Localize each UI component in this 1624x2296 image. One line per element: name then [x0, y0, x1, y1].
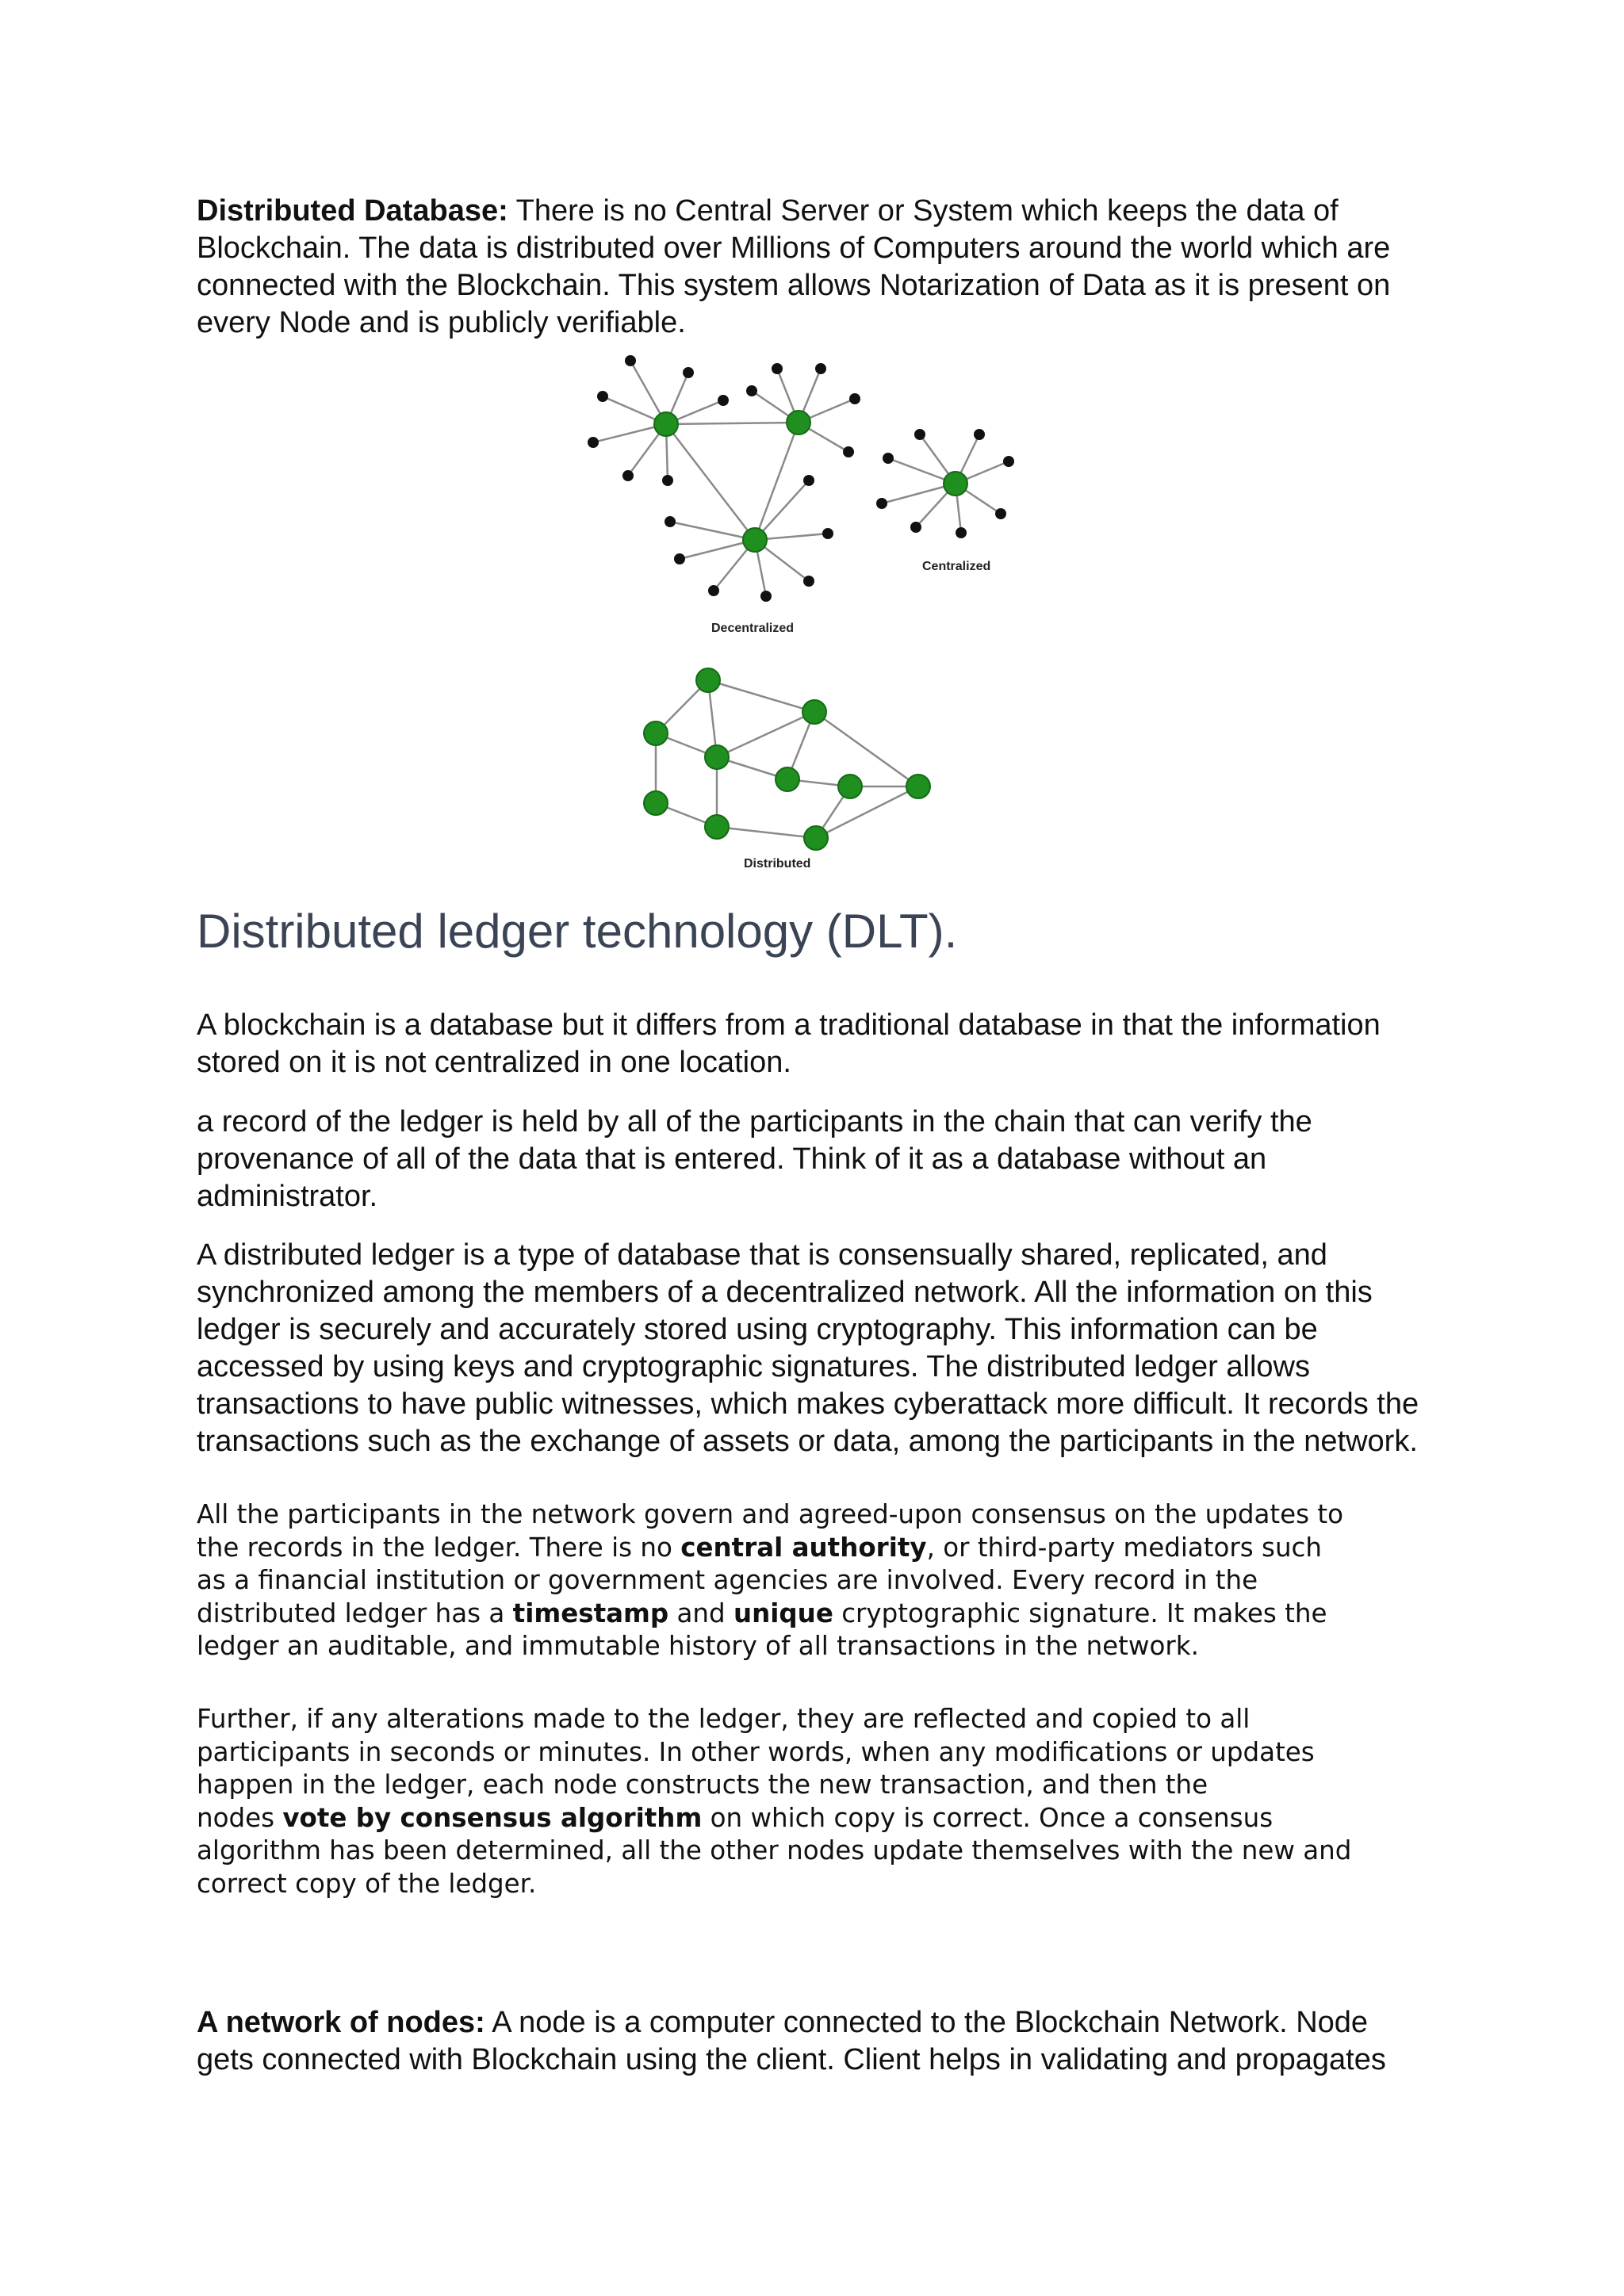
- text-line: ledger an auditable, and immutable history of all transactions in the network.: [197, 1631, 1199, 1661]
- text-line: nodes vote by consensus algorithm on which copy is correct. Once a consensus: [197, 1802, 1274, 1833]
- vote-by-consensus-emphasis: vote by consensus algorithm: [282, 1802, 703, 1833]
- ledger-record-paragraph: [197, 1104, 1434, 1215]
- dlt-heading: Distributed ledger technology (DLT).: [197, 905, 958, 958]
- participants-paragraph: [197, 1498, 1434, 1663]
- unique-emphasis: unique: [733, 1598, 833, 1628]
- distributed-label: Distributed: [744, 857, 811, 871]
- text-line: There is no Central Server or System which keeps the data of: [508, 194, 1339, 228]
- text-line: as a financial institution or government agencies are involved. Every record in the: [197, 1565, 1258, 1595]
- text-line: the records in the ledger. There is no central authority, or third-party mediators such: [197, 1532, 1323, 1563]
- text-line: connected with the Blockchain. This system allows Notarization of Data as it is present on: [197, 269, 1391, 302]
- text-line: gets connected with Blockchain using the client. Client helps in validating and propagates: [197, 2043, 1386, 2076]
- timestamp-emphasis: timestamp: [512, 1598, 669, 1628]
- centralized-label: Centralized: [922, 560, 991, 573]
- text-line: algorithm has been determined, all the other nodes update themselves with the new and: [197, 1835, 1352, 1866]
- text-line: every Node and is publicly verifiable.: [197, 306, 686, 339]
- text-line: a record of the ledger is held by all of the participants in the chain that can verify the: [197, 1105, 1312, 1138]
- alterations-paragraph: [197, 1703, 1434, 1900]
- decentralized-label: Decentralized: [711, 622, 795, 635]
- text-line: A distributed ledger is a type of database that is consensually shared, replicated, and: [197, 1238, 1327, 1272]
- text-line: A blockchain is a database but it differs from a traditional database in that the information: [197, 1008, 1381, 1042]
- text-line: A network of nodes: A node is a computer connected to the Blockchain Network. Node: [197, 2006, 1369, 2039]
- text-line: participants in seconds or minutes. In other words, when any modifications or updates: [197, 1736, 1315, 1767]
- text-line: All the participants in the network govern and agreed-upon consensus on the updates to: [197, 1499, 1344, 1529]
- text-line: transactions to have public witnesses, which makes cyberattack more difficult. It records the: [197, 1387, 1419, 1421]
- text-line: administrator.: [197, 1180, 378, 1213]
- network-topology-figure: [0, 0, 1624, 888]
- text-line: stored on it is not centralized in one location.: [197, 1046, 791, 1079]
- text-line: distributed ledger has a timestamp and unique cryptographic signature. It makes the: [197, 1598, 1327, 1628]
- distributed-database-label: Distributed Database:: [197, 194, 508, 228]
- text-line: Further, if any alterations made to the ledger, they are reflected and copied to all: [197, 1704, 1251, 1734]
- blockchain-database-paragraph: [197, 1007, 1434, 1081]
- network-of-nodes-paragraph: [197, 2004, 1434, 2079]
- network-of-nodes-label: A network of nodes:: [197, 2006, 485, 2039]
- text-line: provenance of all of the data that is entered. Think of it as a database without an: [197, 1142, 1267, 1176]
- text-line: happen in the ledger, each node constructs the new transaction, and then the: [197, 1770, 1208, 1800]
- central-authority-emphasis: central authority: [680, 1532, 927, 1563]
- text-line: transactions such as the exchange of assets or data, among the participants in the network.: [197, 1425, 1418, 1458]
- distributed-ledger-paragraph: [197, 1237, 1434, 1460]
- text-line: correct copy of the ledger.: [197, 1868, 537, 1899]
- text-line: accessed by using keys and cryptographic signatures. The distributed ledger allows: [197, 1350, 1310, 1383]
- text-line: synchronized among the members of a decentralized network. All the information on this: [197, 1276, 1373, 1309]
- text-line: ledger is securely and accurately stored using cryptography. This information can be: [197, 1313, 1318, 1346]
- text-line: Blockchain. The data is distributed over Millions of Computers around the world which are: [197, 232, 1391, 265]
